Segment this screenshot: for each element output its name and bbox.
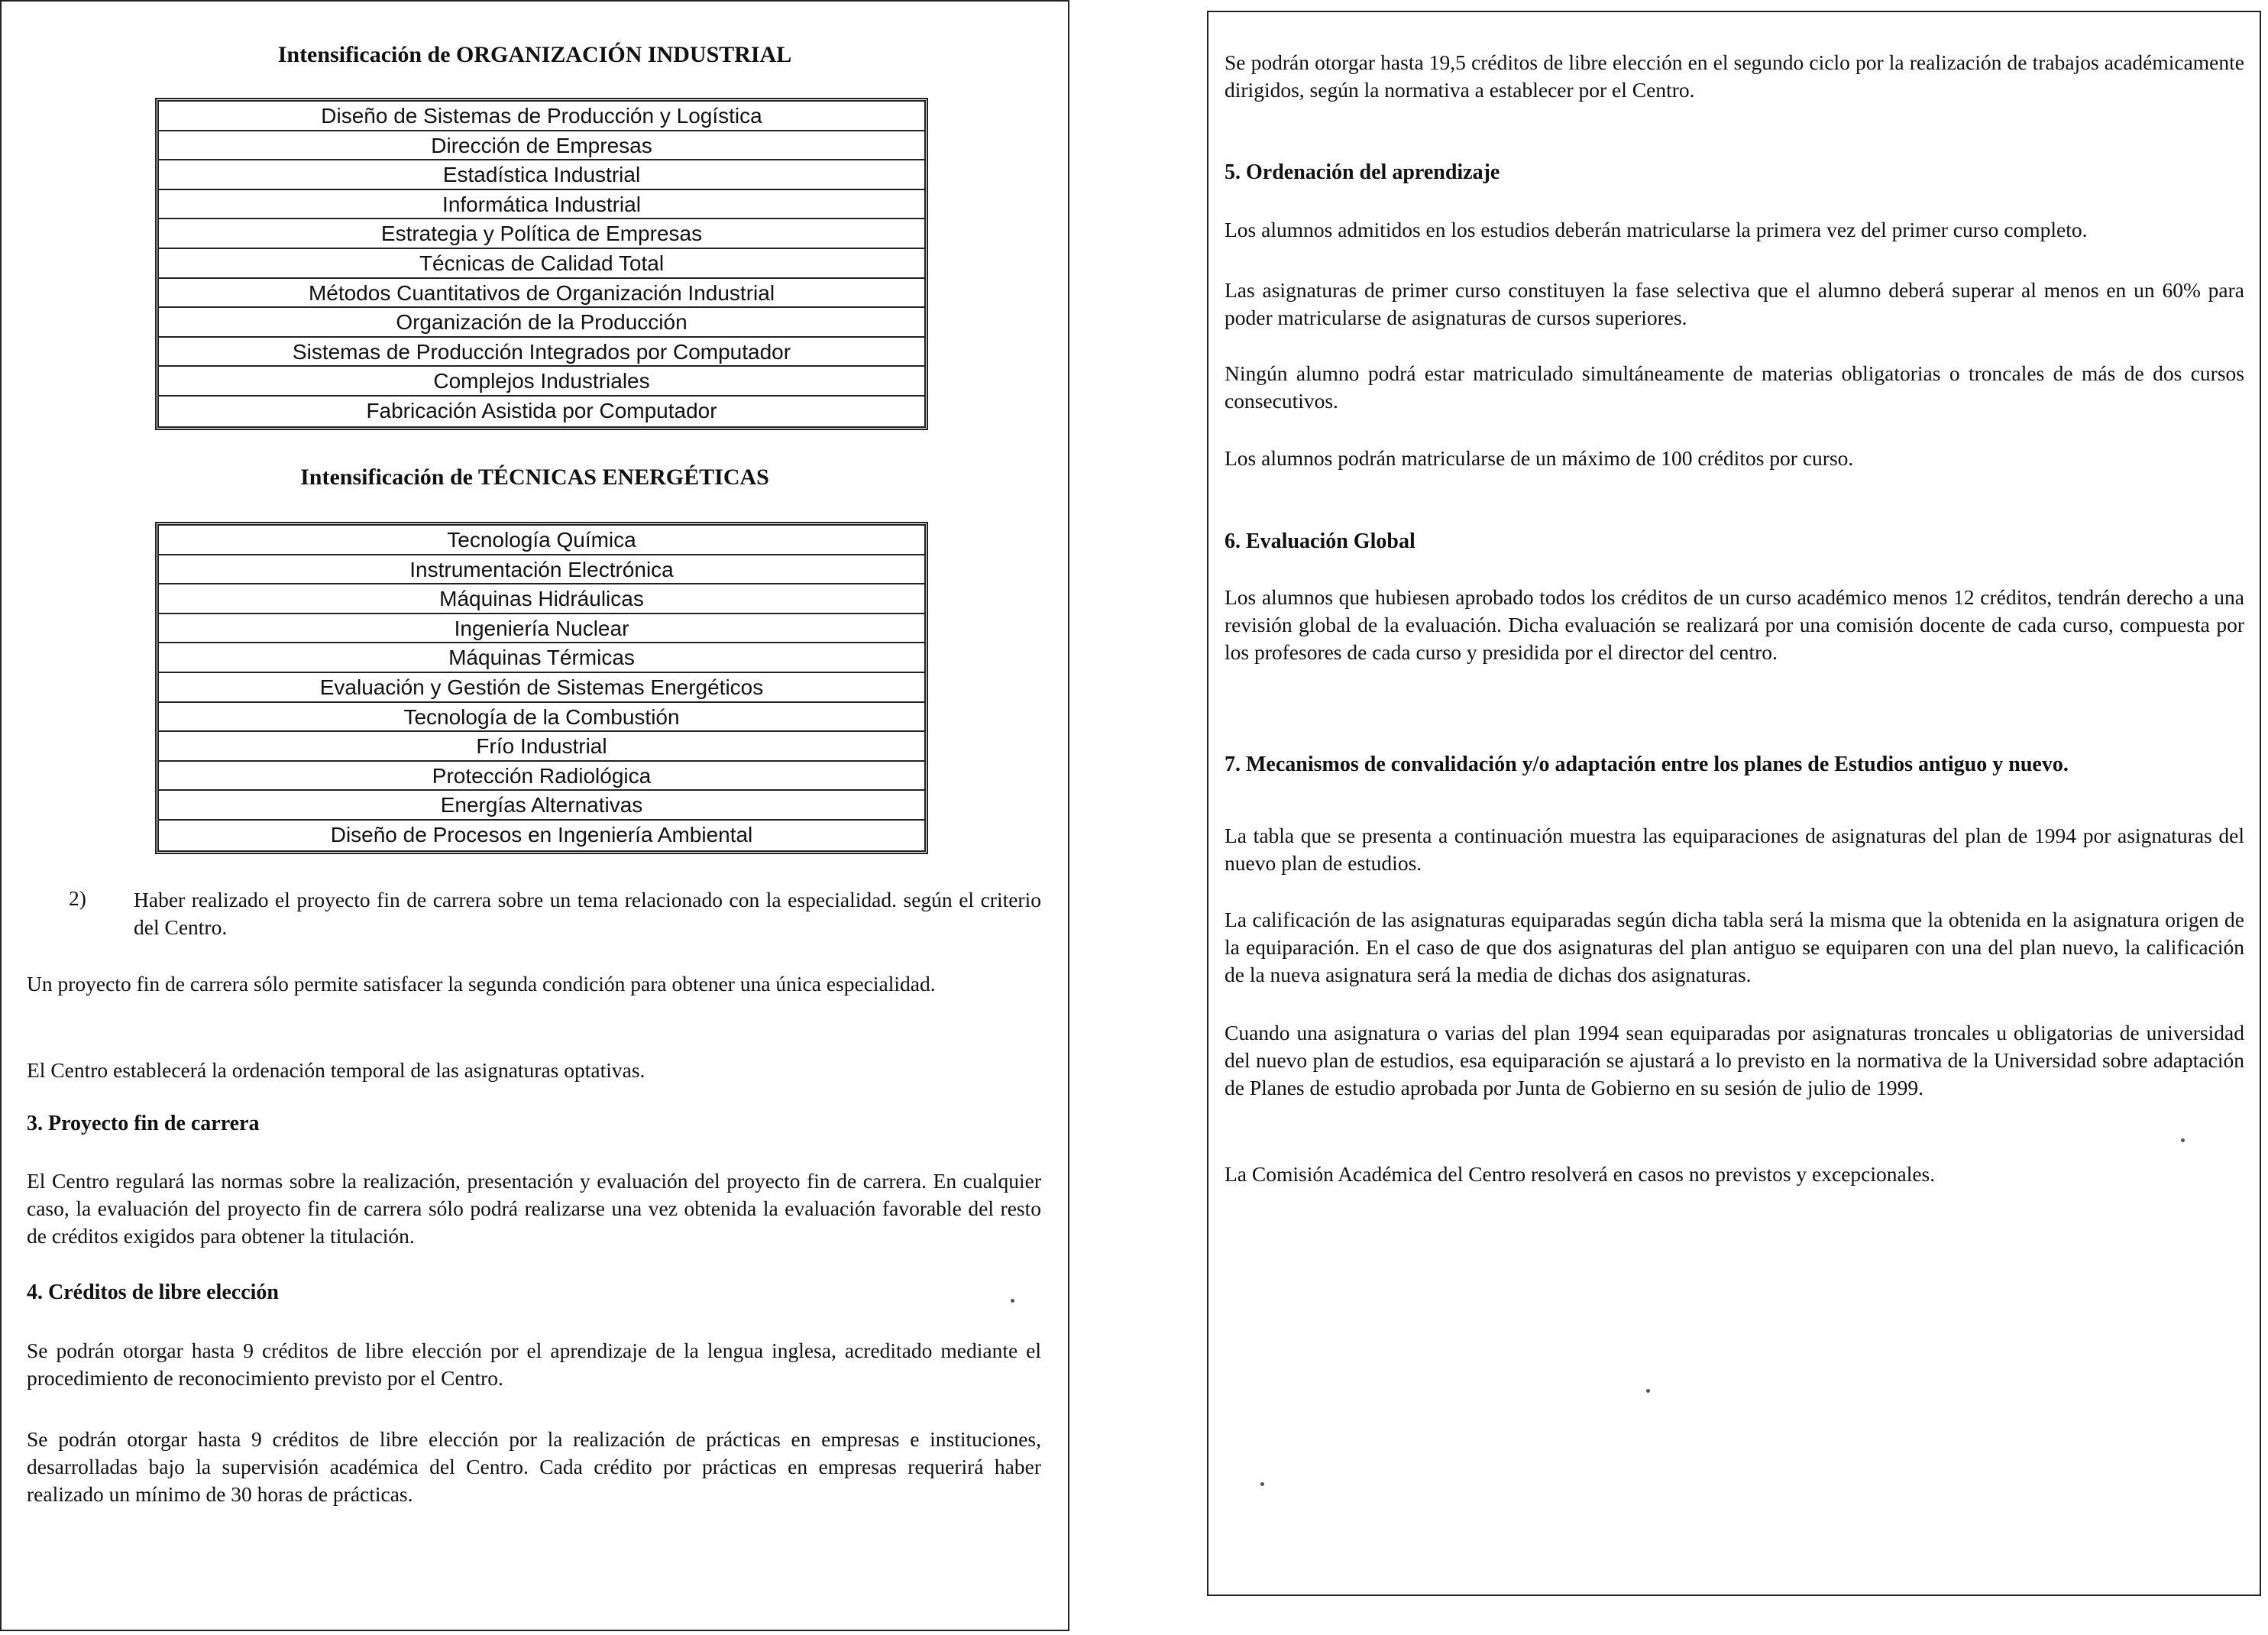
para-ordenacion: El Centro establecerá la ordenación temporal de las asignaturas optativas. xyxy=(27,1058,645,1082)
section-4-text-2: Se podrán otorgar hasta 9 créditos de libre elección por la realización de prácticas en empresas e instituciones, desarrolladas bajo la supervisión académica del Centro. Cada crédito por prácticas en empresas requerirá haber realizado un mínimo de 30 horas de prácticas. xyxy=(27,1427,1041,1506)
course-row: Fabricación Asistida por Computador xyxy=(366,398,717,423)
org-heading: Intensificación de ORGANIZACIÓN INDUSTRIAL xyxy=(277,42,792,67)
para-libre-segundo-ciclo: Se podrán otorgar hasta 19,5 créditos de libre elección en el segundo ciclo por la realización de trabajos académicamente dirigidos, según la normativa a establecer por el Centro. xyxy=(1225,50,2244,102)
scan-speck xyxy=(1646,1389,1650,1393)
section-5-text-2: Las asignaturas de primer curso constituyen la fase selectiva que el alumno deberá superar al menos en un 60% para poder matricularse de asignaturas de cursos superiores. xyxy=(1225,278,2244,329)
course-row: Evaluación y Gestión de Sistemas Energéticos xyxy=(159,673,924,703)
course-row: Tecnología de la Combustión xyxy=(159,703,924,733)
section-3-text: El Centro regulará las normas sobre la realización, presentación y evaluación del proyecto fin de carrera. En cualquier caso, la evaluación del proyecto fin de carrera sólo podrá realizarse una vez obtenida la evaluación favorable del resto de créditos exigidos para obtener la titulación. xyxy=(27,1169,1041,1248)
course-row: Diseño de Procesos en Ingeniería Ambiental xyxy=(330,822,753,847)
item-number: 2) xyxy=(69,886,86,910)
section-5-title: 5. Ordenación del aprendizaje xyxy=(1225,160,1500,184)
course-row: Complejos Industriales xyxy=(159,367,924,397)
course-row: Máquinas Térmicas xyxy=(159,643,924,673)
section-7-text-1: La tabla que se presenta a continuación muestra las equiparaciones de asignaturas del plan de 1994 por asignaturas del nuevo plan de estudios. xyxy=(1225,824,2244,875)
section-4-text-1: Se podrán otorgar hasta 9 créditos de libre elección por el aprendizaje de la lengua inglesa, acreditado mediante el procedimiento de reconocimiento previsto por el Centro. xyxy=(27,1339,1041,1390)
scan-speck xyxy=(1260,1482,1264,1486)
course-row: Protección Radiológica xyxy=(159,762,924,792)
org-course-table xyxy=(155,98,928,430)
section-3-title: 3. Proyecto fin de carrera xyxy=(27,1112,260,1135)
para-proyecto-unico: Un proyecto fin de carrera sólo permite satisfacer la segunda condición para obtener una única especialidad. xyxy=(27,972,936,996)
course-row: Energías Alternativas xyxy=(159,791,924,821)
section-5-text-3: Ningún alumno podrá estar matriculado simultáneamente de materias obligatorias o troncales de más de dos cursos consecutivos. xyxy=(1225,361,2244,413)
section-7-text-2: La calificación de las asignaturas equiparadas según dicha tabla será la misma que la obtenida en la asignatura origen de la equiparación. En el caso de que dos asignaturas del plan antiguo se equiparen con una del plan nuevo, la calificación de la nueva asignatura será la media de dichas dos asignaturas. xyxy=(1225,908,2244,986)
course-row: Diseño de Sistemas de Producción y Logística xyxy=(159,102,924,131)
course-row: Informática Industrial xyxy=(159,190,924,220)
course-row: Ingeniería Nuclear xyxy=(159,614,924,644)
scan-speck xyxy=(2181,1138,2185,1142)
energy-course-table xyxy=(155,522,928,854)
section-4-title: 4. Créditos de libre elección xyxy=(27,1280,279,1304)
section-5-text-4: Los alumnos podrán matricularse de un máximo de 100 créditos por curso. xyxy=(1225,446,1854,470)
course-row: Máquinas Hidráulicas xyxy=(159,584,924,614)
section-6-text: Los alumnos que hubiesen aprobado todos los créditos de un curso académico menos 12 créditos, tendrán derecho a una revisión global de la evaluación. Dicha evaluación se realizará por una comisión docente de cada curso, compuesta por los profesores de cada curso y presidida por el director del centro. xyxy=(1225,585,2244,664)
course-row: Instrumentación Electrónica xyxy=(159,555,924,585)
course-row: Técnicas de Calidad Total xyxy=(159,249,924,279)
course-row: Métodos Cuantitativos de Organización Industrial xyxy=(159,279,924,309)
right-page xyxy=(1207,11,2261,1596)
section-5-text-1: Los alumnos admitidos en los estudios deberán matricularse la primera vez del primer curso completo. xyxy=(1225,218,2088,241)
course-row: Frío Industrial xyxy=(159,732,924,762)
course-row: Tecnología Química xyxy=(159,526,924,555)
scan-speck xyxy=(1011,1299,1014,1303)
energy-heading: Intensificación de TÉCNICAS ENERGÉTICAS xyxy=(300,465,769,490)
section-6-title: 6. Evaluación Global xyxy=(1225,529,1415,553)
course-row: Organización de la Producción xyxy=(159,308,924,338)
course-row: Sistemas de Producción Integrados por Computador xyxy=(159,338,924,367)
section-7-text-4: La Comisión Académica del Centro resolverá en casos no previstos y excepcionales. xyxy=(1225,1162,1936,1186)
course-row: Estadística Industrial xyxy=(159,160,924,190)
course-row: Dirección de Empresas xyxy=(159,131,924,161)
section-7-title: 7. Mecanismos de convalidación y/o adaptación entre los planes de Estudios antiguo y nuevo. xyxy=(1225,753,2069,776)
item-2-text: Haber realizado el proyecto fin de carrera sobre un tema relacionado con la especialidad. según el criterio del Centro. xyxy=(134,888,1041,939)
course-row: Estrategia y Política de Empresas xyxy=(159,219,924,249)
section-7-text-3: Cuando una asignatura o varias del plan 1994 sean equiparadas por asignaturas troncales u obligatorias de universidad del nuevo plan de estudios, esa equiparación se ajustará a lo previsto en la normativa de la Universidad sobre adaptación de Planes de estudio aprobada por Junta de Gobierno en su sesión de julio de 1999. xyxy=(1225,1021,2244,1099)
